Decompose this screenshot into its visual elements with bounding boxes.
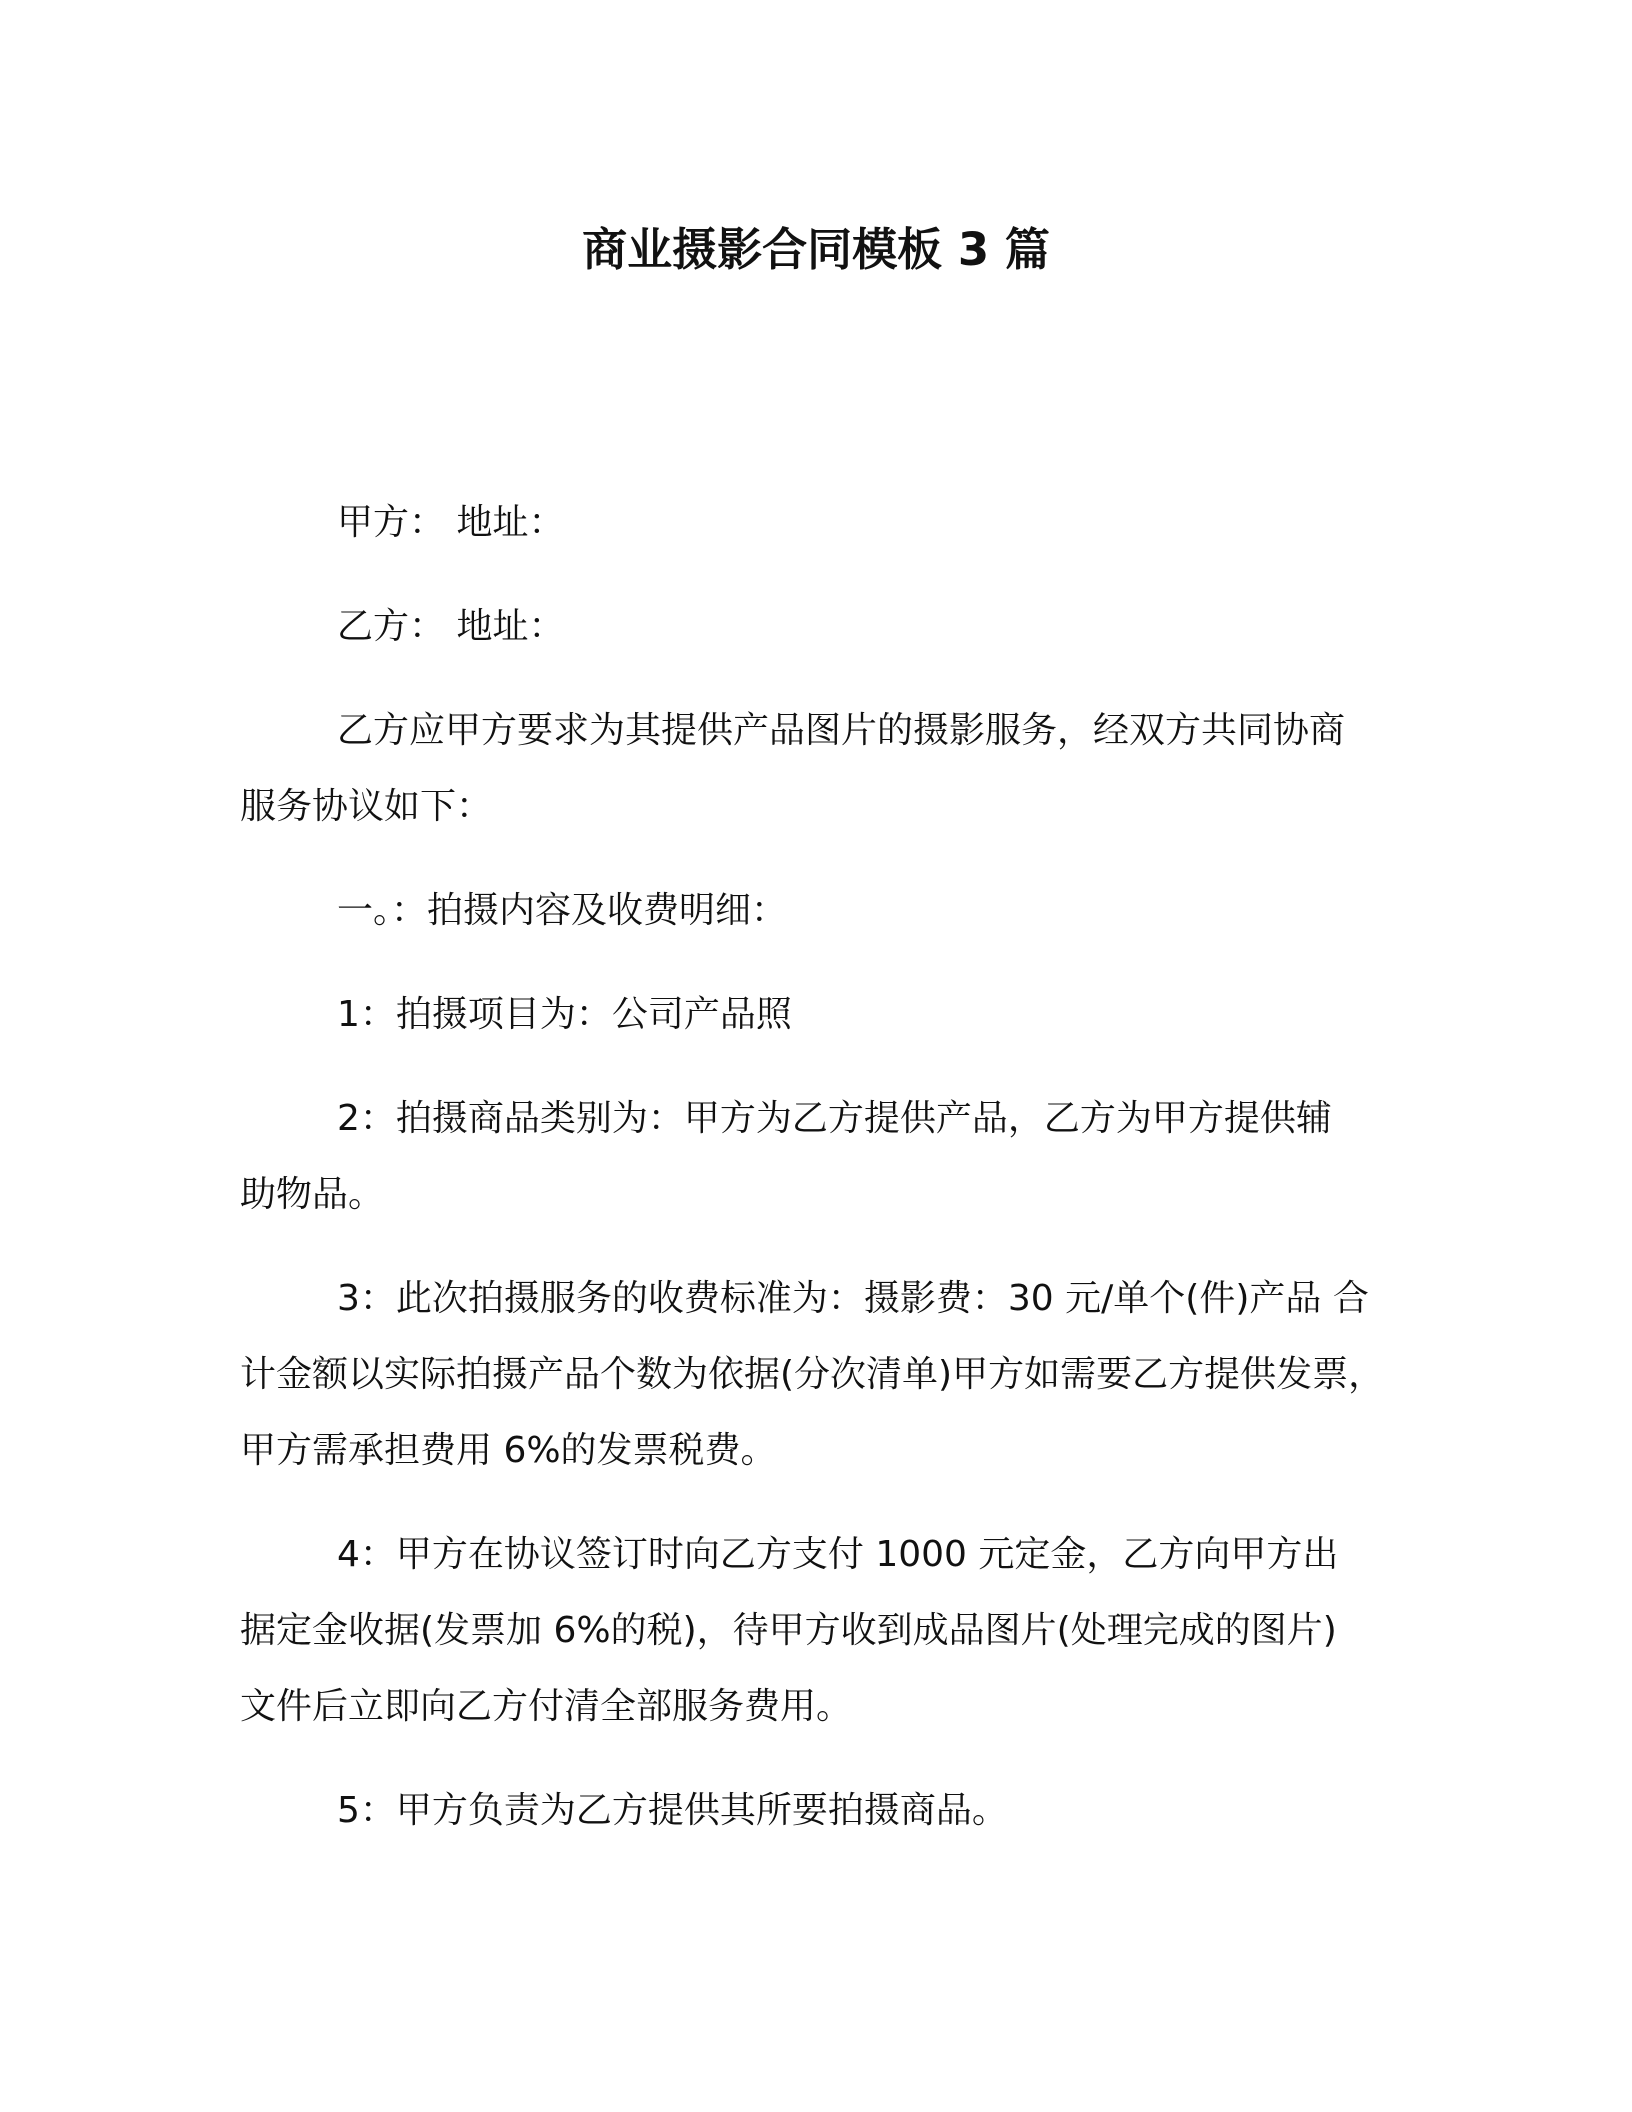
item-2-line-1: 2：拍摄商品类别为：甲方为乙方提供产品，乙方为甲方提供辅 [337,1098,1332,1139]
party-a-text: 甲方： 地址： [337,502,565,543]
item-4-line-2: 据定金收据(发票加 6%的税)，待甲方收到成品图片(处理完成的图片) [240,1610,1337,1651]
item-3-line-3: 甲方需承担费用 6%的发票税费。 [240,1430,777,1471]
item-1-text: 1：拍摄项目为：公司产品照 [337,994,792,1035]
item-3-line-1: 3：此次拍摄服务的收费标准为：摄影费：30 元/单个(件)产品 合 [337,1278,1369,1319]
document-title: 商业摄影合同模板 3 篇 [582,223,1050,276]
item-5-text: 5：甲方负责为乙方提供其所要拍摄商品。 [337,1790,1008,1831]
item-5 [240,1773,1420,1849]
intro-paragraph [240,693,1420,845]
document-body [240,485,1420,1877]
intro-line-2: 服务协议如下： [240,786,493,827]
party-b-line [240,589,1420,665]
section-heading [240,873,1420,949]
item-1 [240,977,1420,1053]
item-2-line-2: 助物品。 [240,1174,385,1215]
item-3 [240,1261,1420,1489]
item-2 [240,1081,1420,1233]
intro-line-1: 乙方应甲方要求为其提供产品图片的摄影服务，经双方共同协商 [337,710,1346,751]
party-b-text: 乙方： 地址： [337,606,565,647]
item-4-line-3: 文件后立即向乙方付清全部服务费用。 [240,1686,853,1727]
party-a-line [240,485,1420,561]
item-3-line-2: 计金额以实际拍摄产品个数为依据(分次清单)甲方如需要乙方提供发票， [240,1354,1385,1395]
item-4-line-1: 4：甲方在协议签订时向乙方支付 1000 元定金，乙方向甲方出 [337,1534,1339,1575]
item-4 [240,1517,1420,1745]
section-heading-text: 一。：拍摄内容及收费明细： [337,890,788,931]
